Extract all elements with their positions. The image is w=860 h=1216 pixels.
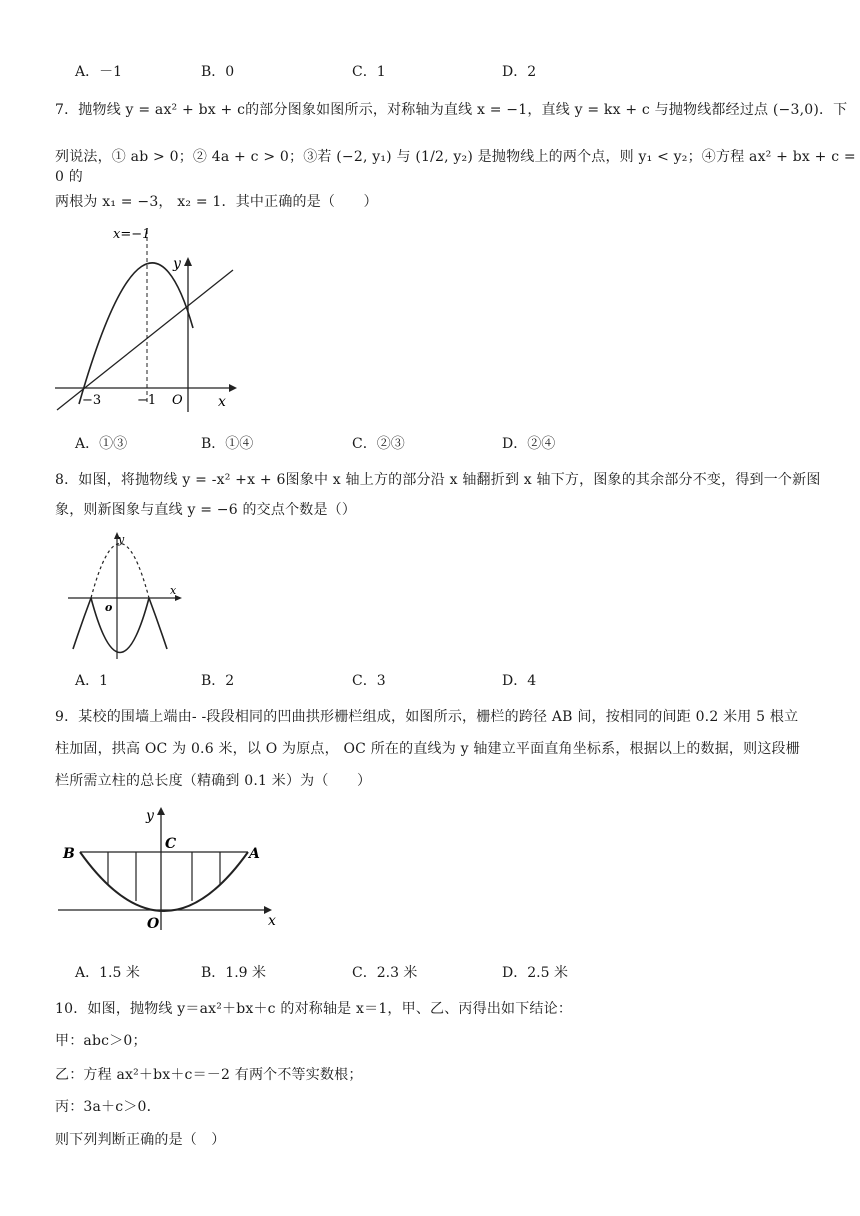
q6-option-d: D．2	[502, 64, 537, 80]
q8-right-branch	[149, 598, 167, 649]
q7-x-label: x	[218, 394, 226, 410]
q9-point-b: B	[63, 846, 75, 862]
q7-axis-label: x=−1	[113, 227, 151, 242]
q7-y-label: y	[173, 256, 181, 272]
q9-option-a: A．1.5 米	[75, 965, 140, 981]
q7-tick-neg3: −3	[82, 393, 102, 408]
q8-figure	[60, 527, 190, 662]
q10-text-line5: 则下列判断正确的是（ ）	[55, 1132, 226, 1148]
q9-option-d: D．2.5 米	[502, 965, 568, 981]
q9-point-a: A	[249, 846, 260, 862]
q8-text-line1: 8．如图，将抛物线 y = -x² +x + 6图象中 x 轴上方的部分沿 x 轴翻折到 x 轴下方，图象的其余部分不变，得到一个新图	[55, 472, 821, 488]
q8-dashed-arch	[91, 544, 149, 599]
q7-y-arrow-icon	[184, 257, 192, 266]
q9-point-c: C	[165, 836, 177, 852]
q10-text-line2: 甲：abc＞0；	[55, 1033, 147, 1049]
q7-origin-label: O	[172, 393, 183, 408]
q8-option-a: A．1	[75, 673, 109, 689]
q9-option-c: C．2.3 米	[352, 965, 418, 981]
q9-x-label: x	[268, 913, 276, 929]
q9-option-b: B．1.9 米	[201, 965, 267, 981]
q7-tick-neg1: −1	[137, 393, 157, 408]
q9-figure	[58, 800, 283, 935]
q8-option-d: D．4	[502, 673, 537, 689]
q8-left-branch	[73, 598, 91, 649]
q6-option-c: C．1	[352, 64, 386, 80]
q7-parabola	[79, 263, 193, 404]
q8-option-c: C．3	[352, 673, 386, 689]
q8-origin-label: o	[105, 601, 113, 614]
q7-x-arrow-icon	[229, 384, 237, 392]
q9-text-line1: 9．某校的围墙上端由- -段段相同的凹曲拱形栅栏组成，如图所示，栅栏的跨径 AB 间，按相同的间距 0.2 米用 5 根立	[55, 709, 799, 725]
q6-option-a: A．－1	[75, 64, 123, 80]
q9-text-line3: 栏所需立柱的总长度（精确到 0.1 米）为（ ）	[55, 773, 372, 789]
q9-point-o: O	[147, 916, 160, 932]
q7-figure	[55, 222, 245, 412]
q9-y-label: y	[146, 808, 154, 824]
q7-text-line1: 7．抛物线 y = ax² + bx + c的部分图象如图所示，对称轴为直线 x = −1，直线 y = kx + c 与抛物线都经过点 (−3,0)．下	[55, 102, 848, 118]
q10-text-line1: 10．如图，抛物线 y＝ax²＋bx＋c 的对称轴是 x＝1，甲、乙、丙得出如下结论：	[55, 1001, 573, 1017]
q8-text-line2: 象，则新图象与直线 y = −6 的交点个数是（）	[55, 502, 357, 518]
q7-option-b: B．①④	[201, 436, 254, 452]
q7-option-a: A．①③	[75, 436, 128, 452]
q10-text-line4: 丙：3a＋c＞0．	[55, 1099, 161, 1115]
q9-y-arrow-icon	[157, 807, 165, 815]
q8-reflected-arch	[91, 598, 149, 653]
q10-text-line3: 乙：方程 ax²＋bx＋c＝－2 有两个不等实数根；	[55, 1067, 363, 1083]
q7-text-line3: 两根为 x₁ = −3， x₂ = 1．其中正确的是（ ）	[55, 194, 378, 210]
q8-y-label: y	[118, 533, 125, 546]
q8-x-label: x	[170, 584, 177, 597]
q7-option-d: D．②④	[502, 436, 556, 452]
q9-text-line2: 柱加固，拱高 OC 为 0.6 米，以 O 为原点， OC 所在的直线为 y 轴建立平面直角坐标系，根据以上的数据，则这段栅	[55, 741, 800, 757]
q8-option-b: B．2	[201, 673, 235, 689]
q6-option-b: B．0	[201, 64, 235, 80]
q7-line	[57, 270, 233, 410]
q9-arch	[80, 852, 248, 911]
q7-text-line2: 列说法，① ab > 0；② 4a + c > 0；③若 (−2, y₁) 与 (1/2, y₂) 是抛物线上的两个点，则 y₁ < y₂；④方程 ax² + bx + c = 0 的	[55, 149, 856, 185]
q7-option-c: C．②③	[352, 436, 405, 452]
